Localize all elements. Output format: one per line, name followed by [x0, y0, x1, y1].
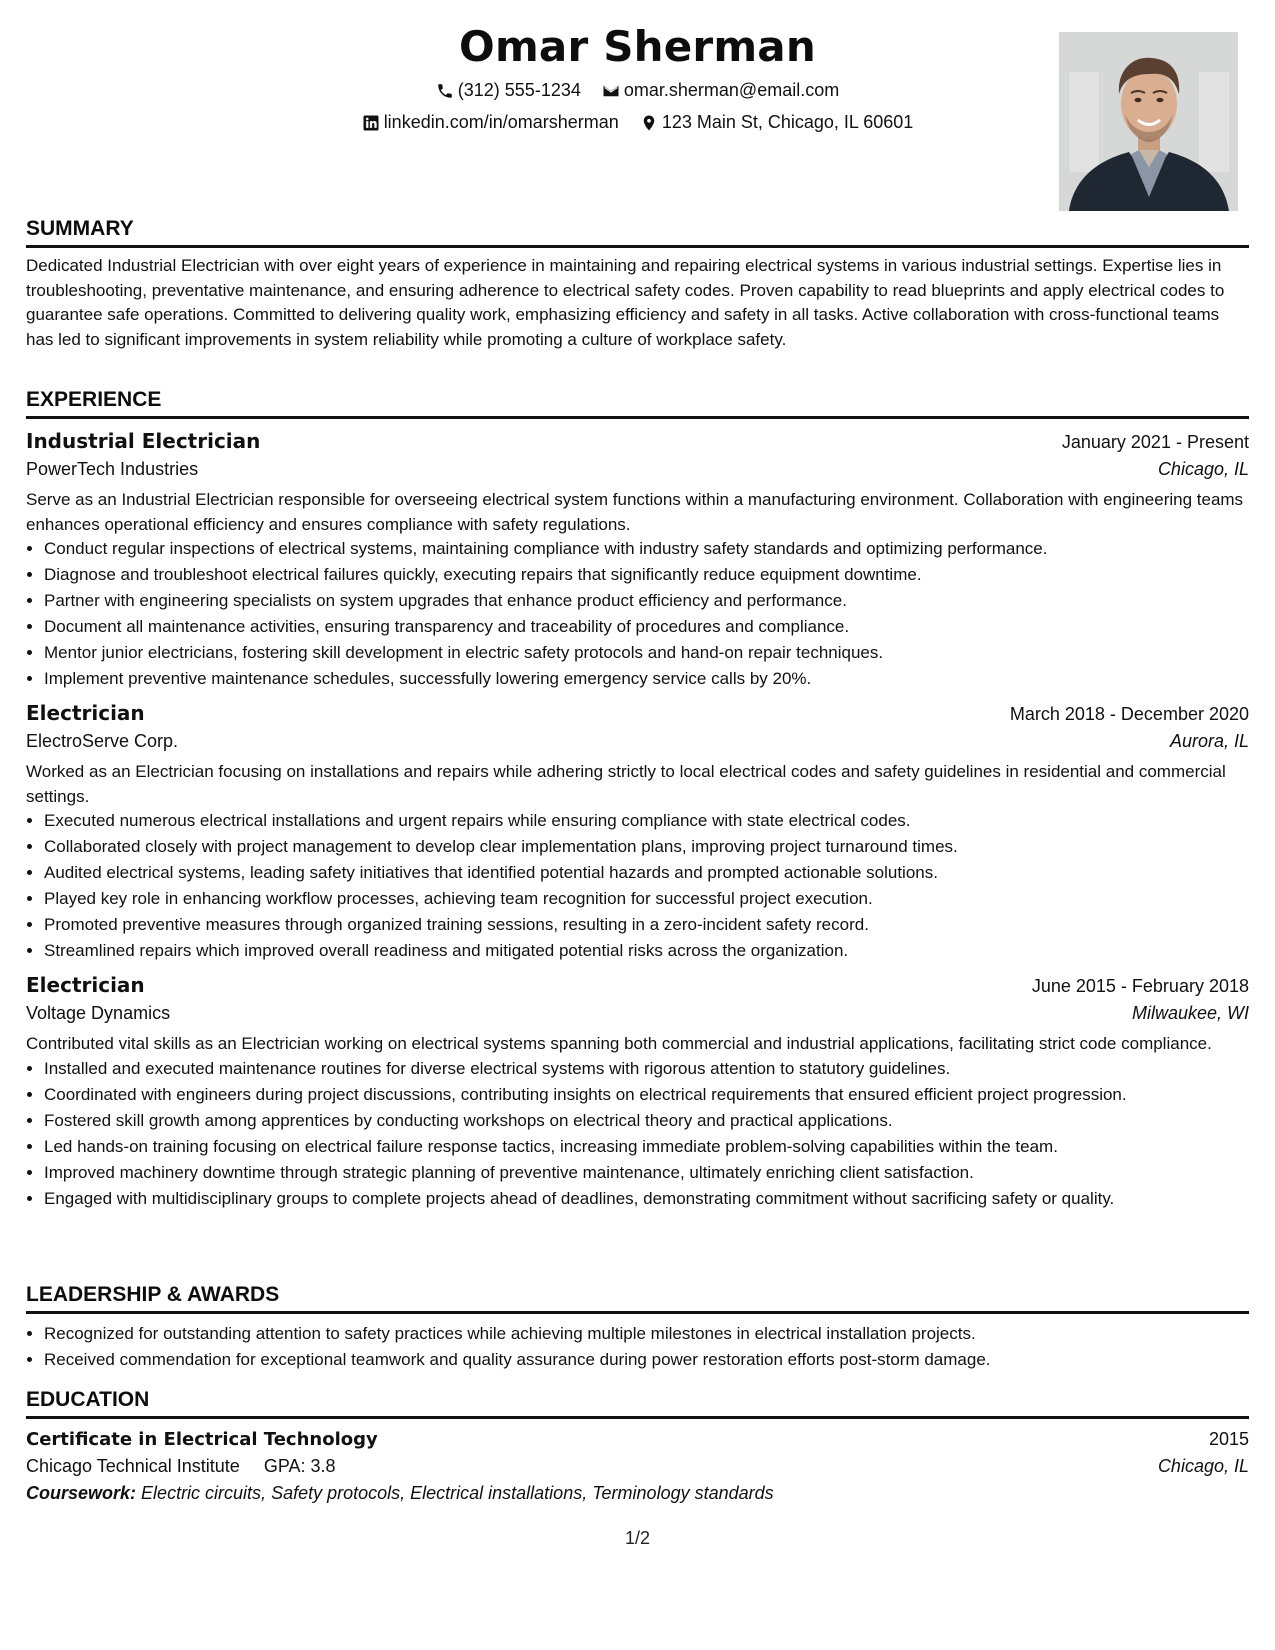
leadership-section: [26, 1280, 1249, 1374]
job-bullet: • Mentor junior electricians, fostering skill development in electric safety protocols and hand-on repair techniques.: [44, 641, 1249, 666]
job-bullet: • Audited electrical systems, leading safety initiatives that identified potential hazards and prompted actionable solutions.: [44, 861, 1249, 886]
education-subheader: [26, 1456, 1249, 1477]
job-location: Aurora, IL: [1169, 731, 1249, 752]
education-heading: EDUCATION: [26, 1388, 150, 1411]
coursework-list: Electric circuits, Safety protocols, Electrical installations, Terminology standards: [141, 1483, 774, 1503]
job-title: Electrician: [26, 701, 145, 726]
job-subheader: [26, 731, 1249, 752]
job-company: ElectroServe Corp.: [26, 731, 179, 752]
job-title: Industrial Electrician: [26, 429, 261, 453]
coursework: [26, 1483, 1249, 1504]
candidate-name: Omar Sherman: [459, 22, 816, 71]
phone-icon: [436, 82, 454, 100]
profile-photo: [1059, 32, 1238, 211]
job-header: [26, 973, 1249, 997]
job-bullets: [26, 537, 1249, 691]
job-entry: [26, 429, 1249, 691]
resume-header: [26, 0, 1249, 226]
job-bullets: [26, 1057, 1249, 1211]
job-header: [26, 429, 1249, 453]
education-header: [26, 1429, 1249, 1450]
address-text: 123 Main St, Chicago, IL 60601: [661, 112, 914, 132]
gpa: GPA: 3.8: [263, 1456, 336, 1476]
job-entry: [26, 701, 1249, 963]
job-bullet: • Document all maintenance activities, ensuring transparency and traceability of procedures and compliance.: [44, 615, 1249, 640]
job-bullet: • Improved machinery downtime through strategic planning of preventive maintenance, ultimately enriching client satisfaction.: [44, 1161, 1249, 1186]
summary-heading: SUMMARY: [26, 217, 134, 240]
job-dates: January 2021 - Present: [1061, 432, 1249, 452]
experience-heading: EXPERIENCE: [26, 388, 162, 411]
email-icon: [602, 82, 620, 100]
job-bullet: • Diagnose and troubleshoot electrical failures quickly, executing repairs that significantly reduce equipment downtime.: [44, 563, 1249, 588]
phone-contact: [436, 80, 581, 101]
job-dates: March 2018 - December 2020: [1009, 704, 1249, 725]
experience-section: [26, 385, 1249, 1212]
job-bullets: [26, 809, 1249, 963]
job-bullet: • Implement preventive maintenance schedules, successfully lowering emergency service calls by 20%.: [44, 667, 1249, 692]
leadership-divider: [26, 1311, 1249, 1314]
linkedin-icon: [362, 114, 380, 132]
resume-page: [26, 0, 1249, 1650]
job-bullet: • Engaged with multidisciplinary groups to complete projects ahead of deadlines, demonstrating commitment without sacrificing safety or quality.: [44, 1187, 1249, 1212]
school-info: [26, 1456, 336, 1477]
job-bullet: • Led hands-on training focusing on electrical failure response tactics, increasing immediate problem-solving capabilities within the team.: [44, 1135, 1249, 1160]
degree-title: Certificate in Electrical Technology: [26, 1429, 378, 1450]
leadership-bullets: [26, 1322, 1249, 1372]
leadership-heading: LEADERSHIP & AWARDS: [26, 1283, 280, 1306]
job-location: Milwaukee, WI: [1131, 1003, 1249, 1024]
leadership-bullet: • Recognized for outstanding attention to safety practices while achieving multiple milestones in electrical installation projects.: [44, 1322, 1249, 1347]
page-number: 1/2: [624, 1528, 651, 1548]
location-icon: [640, 114, 658, 132]
job-bullet: • Executed numerous electrical installations and urgent repairs while ensuring compliance with state electrical codes.: [44, 809, 1249, 834]
job-bullet: • Coordinated with engineers during project discussions, contributing insights on electrical requirements that ensured efficient project progression.: [44, 1083, 1249, 1108]
graduation-year: 2015: [1208, 1429, 1249, 1449]
education-divider: [26, 1416, 1249, 1419]
job-entry: [26, 973, 1249, 1211]
profile-photo-illustration: [1059, 32, 1238, 211]
leadership-bullet: • Received commendation for exceptional teamwork and quality assurance during power restoration efforts post-storm damage.: [44, 1348, 1249, 1373]
education-section: [26, 1385, 1249, 1504]
job-description: Worked as an Electrician focusing on installations and repairs while adhering strictly to local electrical codes and safety guidelines in residential and commercial settings.: [26, 762, 1226, 806]
job-company: PowerTech Industries: [26, 459, 199, 479]
job-company: Voltage Dynamics: [26, 1003, 171, 1024]
job-bullet: • Played key role in enhancing workflow processes, achieving team recognition for successful project execution.: [44, 887, 1249, 912]
job-bullet: • Collaborated closely with project management to develop clear implementation plans, improving project turnaround times.: [44, 835, 1249, 860]
job-location: Chicago, IL: [1157, 459, 1249, 479]
coursework-label: Coursework:: [26, 1483, 137, 1503]
job-bullet: • Streamlined repairs which improved overall readiness and mitigated potential risks across the organization.: [44, 939, 1249, 964]
summary-section: [26, 214, 1249, 352]
job-title: Electrician: [26, 973, 145, 998]
job-description: Serve as an Industrial Electrician responsible for overseeing electrical system functions within a manufacturing environment. Collaboration with engineering teams enhances operational efficiency and ensures compliance with safety regulations.: [26, 490, 1244, 534]
job-header: [26, 701, 1249, 725]
email-address[interactable]: omar.sherman@email.com: [623, 80, 840, 100]
job-bullet: • Conduct regular inspections of electrical systems, maintaining compliance with industry safety standards and optimizing performance.: [44, 537, 1249, 562]
address-contact: [640, 112, 914, 133]
linkedin-url[interactable]: linkedin.com/in/omarsherman: [383, 112, 619, 132]
job-bullet: • Fostered skill growth among apprentices by conducting workshops on electrical theory and practical applications.: [44, 1109, 1249, 1134]
job-dates: June 2015 - February 2018: [1031, 976, 1249, 997]
job-bullet: • Promoted preventive measures through organized training sessions, resulting in a zero-incident safety record.: [44, 913, 1249, 938]
school-location: Chicago, IL: [1157, 1456, 1249, 1476]
phone-number: (312) 555-1234: [457, 80, 581, 100]
job-subheader: [26, 1003, 1249, 1024]
job-subheader: [26, 459, 1249, 480]
job-bullet: • Installed and executed maintenance routines for diverse electrical systems with rigorous attention to statutory guidelines.: [44, 1057, 1249, 1082]
school-name: Chicago Technical Institute: [26, 1456, 240, 1476]
summary-divider: [26, 245, 1249, 248]
experience-divider: [26, 416, 1249, 419]
email-contact[interactable]: [602, 80, 839, 101]
linkedin-contact[interactable]: [362, 112, 619, 133]
summary-text: Dedicated Industrial Electrician with over eight years of experience in maintaining and repairing electrical systems in various industrial settings. Expertise lies in troubleshooting, preventative maintenance, and ensuring adherence to electrical safety codes. Proven capability to read blueprints and apply electrical codes to guarantee safe operations. Committed to delivering quality work, emphasizing efficiency and safety in all tasks. Active collaboration with cross-functional teams has led to significant improvements in system reliability while promoting a culture of workplace safety.: [26, 256, 1225, 349]
job-description: Contributed vital skills as an Electrician working on electrical systems spanning both commercial and industrial applications, facilitating strict code compliance.: [26, 1034, 1212, 1054]
job-bullet: • Partner with engineering specialists on system upgrades that enhance product efficiency and performance.: [44, 589, 1249, 614]
